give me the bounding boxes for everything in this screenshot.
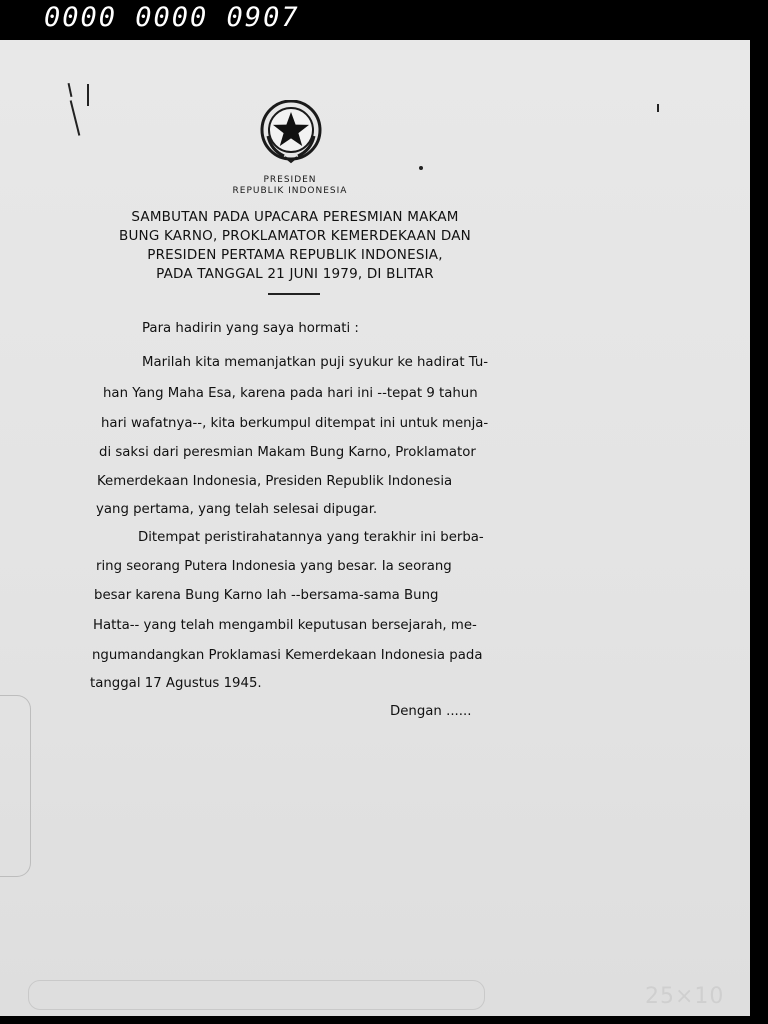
- paper-background: [0, 40, 750, 1016]
- film-strip-header: [0, 0, 768, 40]
- paragraph-line: yang pertama, yang telah selesai dipugar.: [96, 502, 378, 517]
- paragraph-line: ngumandangkan Proklamasi Kemerdekaan Indonesia pada: [92, 648, 483, 663]
- star-wreath-emblem-icon: [259, 100, 323, 164]
- paragraph-line: Marilah kita memanjatkan puji syukur ke hadirat Tu-: [142, 355, 489, 370]
- title-line: PRESIDEN PERTAMA REPUBLIK INDONESIA,: [147, 247, 443, 263]
- salutation: Para hadirin yang saya hormati :: [142, 321, 359, 336]
- film-blemish: [657, 104, 659, 112]
- frame-number: 0000 0000 0907: [44, 2, 300, 33]
- title-line: SAMBUTAN PADA UPACARA PERESMIAN MAKAM: [131, 209, 459, 225]
- paragraph-line: di saksi dari peresmian Makam Bung Karno, Proklamator: [99, 445, 476, 460]
- office-title-president: PRESIDEN: [263, 175, 317, 185]
- paragraph-line: tanggal 17 Agustus 1945.: [90, 676, 262, 691]
- paragraph-line: hari wafatnya--, kita berkumpul ditempat ini untuk menja-: [101, 416, 489, 431]
- paper-crease: [28, 980, 485, 1010]
- office-title-republic: REPUBLIK INDONESIA: [232, 186, 348, 196]
- paragraph-line: Hatta-- yang telah mengambil keputusan bersejarah, me-: [93, 618, 477, 633]
- paragraph-line: Kemerdekaan Indonesia, Presiden Republik Indonesia: [97, 474, 453, 489]
- film-blemish: [87, 84, 89, 106]
- title-line: BUNG KARNO, PROKLAMATOR KEMERDEKAAN DAN: [119, 228, 471, 244]
- paragraph-line: besar karena Bung Karno lah --bersama-sama Bung: [94, 588, 439, 603]
- paper-edge-tab: [0, 695, 31, 877]
- paragraph-line: han Yang Maha Esa, karena pada hari ini --tepat 9 tahun: [103, 386, 478, 401]
- document-page: [0, 40, 750, 1016]
- title-line: PADA TANGGAL 21 JUNI 1979, DI BLITAR: [156, 266, 434, 282]
- paragraph-line: Ditempat peristirahatannya yang terakhir ini berba-: [138, 530, 484, 545]
- film-size-mark: 25×10: [645, 984, 725, 1009]
- continuation-text: Dengan ......: [390, 704, 472, 719]
- document-title: [105, 208, 485, 284]
- paragraph-line: ring seorang Putera Indonesia yang besar. Ia seorang: [96, 559, 452, 574]
- title-underline: [268, 293, 320, 295]
- film-blemish: [419, 166, 423, 170]
